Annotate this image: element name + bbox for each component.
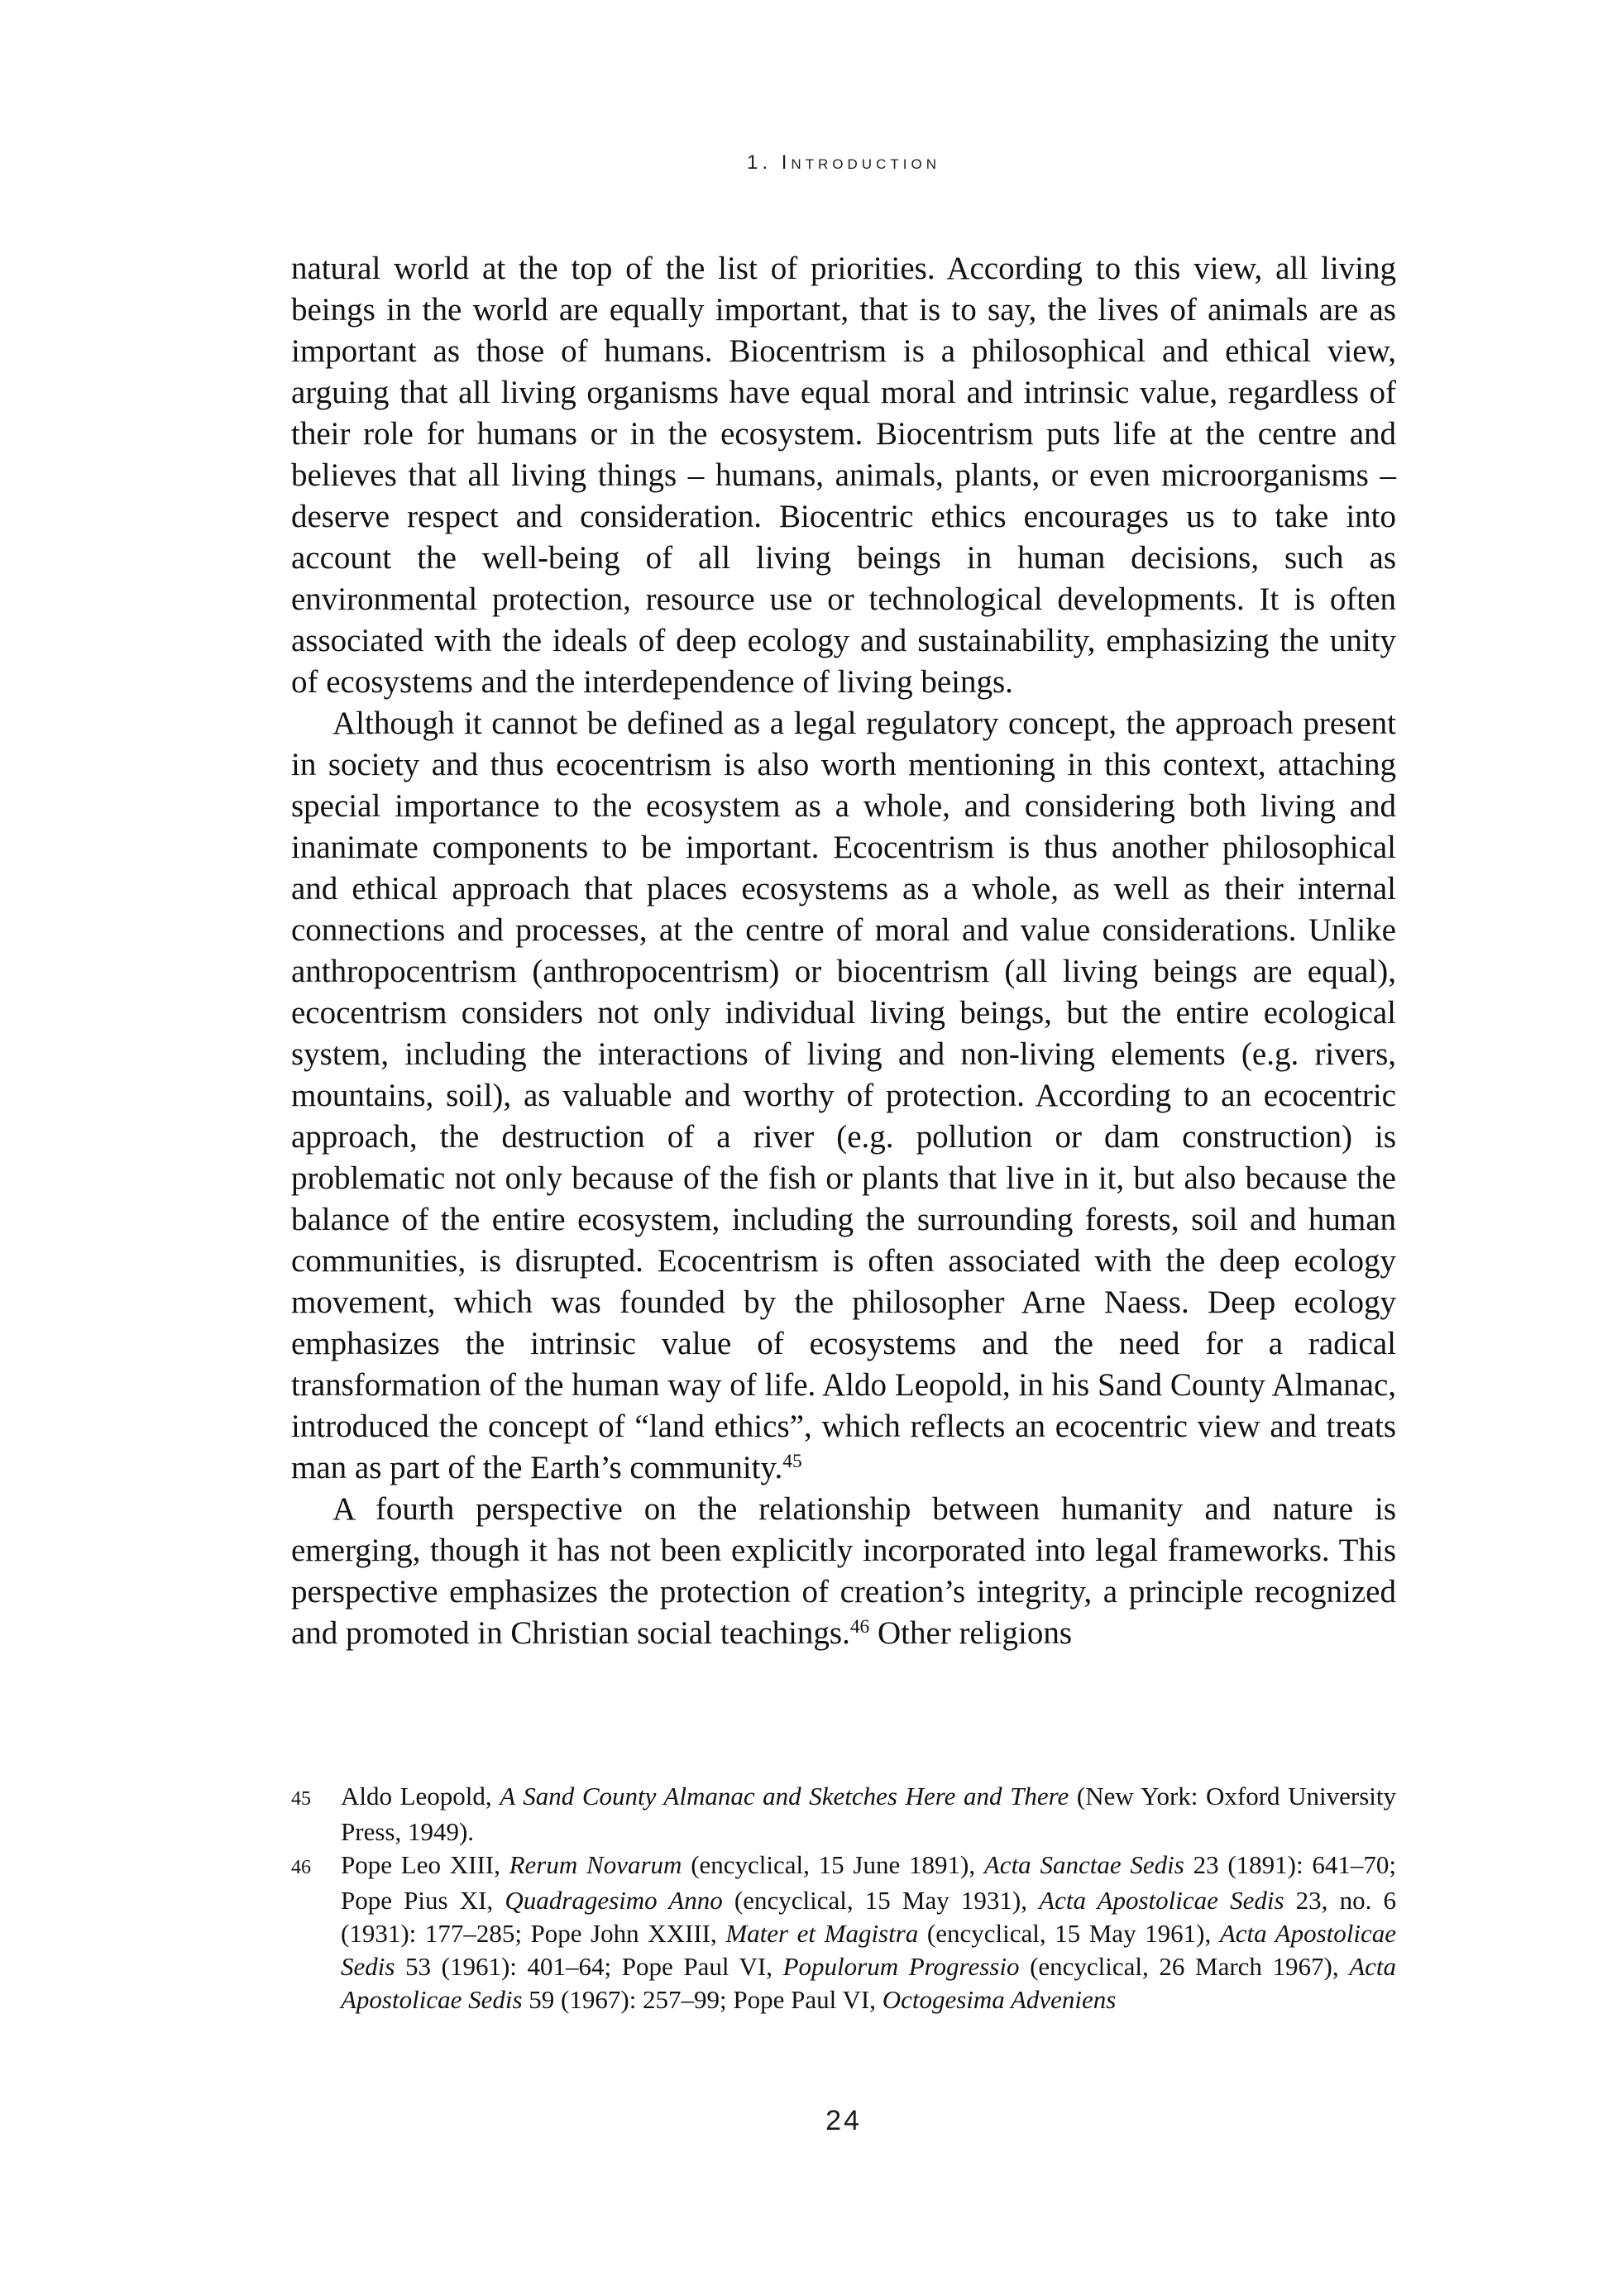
text-segment: Acta Sanctae Sedis xyxy=(983,1850,1184,1879)
paragraph xyxy=(291,703,1396,1489)
footnotes xyxy=(291,1780,1396,2016)
text-segment: Acta Apostolicae Sedis xyxy=(341,1952,1397,2014)
text-segment: Mater et Magistra xyxy=(725,1919,919,1948)
text-segment: A fourth perspective on the relationship between humanity and nature is emerging, though it has not been explicitly incorporated into legal frameworks. This perspective emphasizes the protection of creation’s integrity, a principle recognized and promoted in Christian social teachings. xyxy=(291,1491,1396,1651)
text-segment: natural world at the top of the list of priorities. According to this view, all living beings in the world are equally important, that is to say, the lives of animals are as important as those of humans. Biocentrism is a philosophical and ethical view, arguing that all living organisms have equal moral and intrinsic value, regardless of their role for humans or in the ecosystem. Biocentrism puts life at the centre and believes that all living things – humans, animals, plants, or even microorganisms – deserve respect and consideration. Biocentric ethics encourages us to take into account the well-being of all living beings in human decisions, such as environmental protection, resource use or technological developments. It is often associated with the ideals of deep ecology and sustainability, emphasizing the unity of ecosystems and the interdependence of living beings. xyxy=(291,251,1396,700)
footnote-number: 46 xyxy=(291,1857,311,1878)
text-segment: Pope Leo XIII, xyxy=(341,1850,509,1879)
footnote-ref: 46 xyxy=(849,1616,870,1638)
text-segment: Acta Apostolicae Sedis xyxy=(341,1919,1396,1981)
page-footer xyxy=(291,2105,1396,2136)
footnote-text xyxy=(341,1850,1396,2014)
text-segment: (encyclical, 26 March 1967), xyxy=(1019,1952,1350,1981)
footnote-text xyxy=(341,1782,1396,1846)
chapter-heading: 1. Introduction xyxy=(747,151,940,174)
text-segment: (encyclical, 15 May 1931), xyxy=(722,1886,1040,1915)
text-segment: 53 (1961): 401–64; Pope Paul VI, xyxy=(395,1952,783,1981)
text-segment: Quadragesimo Anno xyxy=(505,1886,723,1915)
text-segment: (encyclical, 15 May 1961), xyxy=(918,1919,1220,1948)
text-segment: Acta Apostolicae Sedis xyxy=(1039,1886,1284,1915)
text-segment: Octogesima Adveniens xyxy=(882,1985,1117,2014)
text-segment: Populorum Progressio xyxy=(782,1952,1020,1981)
text-segment: 59 (1967): 257–99; Pope Paul VI, xyxy=(522,1985,883,2014)
footnote xyxy=(291,1780,1396,1849)
text-segment: Aldo Leopold, xyxy=(341,1782,500,1810)
text-segment: Other religions xyxy=(869,1615,1073,1651)
text-segment: 23, no. 6 (1931): 177–285; Pope John XXIII, xyxy=(341,1886,1397,1948)
paragraph xyxy=(291,248,1396,703)
body-text xyxy=(291,248,1396,1654)
running-head xyxy=(291,151,1396,175)
text-segment: 23 (1891): 641–70; Pope Pius XI, xyxy=(341,1850,1396,1915)
text-segment: Although it cannot be defined as a legal regulatory concept, the approach present in society and thus ecocentrism is also worth mentioning in this context, attaching special importance to the ecosystem as a whole, and considering both living and inanimate components to be important. Ecocentrism is thus another philosophical and ethical approach that places ecosystems as a whole, as well as their internal connections and processes, at the centre of moral and value considerations. Unlike anthropocentrism (anthropocentrism) or biocentrism (all living beings are equal), ecocentrism considers not only individual living beings, but the entire ecological system, including the interactions of living and non-living elements (e.g. rivers, mountains, soil), as valuable and worthy of protection. According to an ecocentric approach, the destruction of a river (e.g. pollution or dam construction) is problematic not only because of the fish or plants that live in it, but also because the balance of the entire ecosystem, including the surrounding forests, soil and human communities, is disrupted. Ecocentrism is often associated with the deep ecology movement, which was founded by the philosopher Arne Naess. Deep ecology emphasizes the intrinsic value of ecosystems and the need for a radical transformation of the human way of life. Aldo Leopold, in his Sand County Almanac, introduced the concept of “land ethics”, which reflects an ecocentric view and treats man as part of the Earth’s community. xyxy=(291,706,1396,1485)
paragraph xyxy=(291,1489,1396,1654)
page-number: 24 xyxy=(825,2105,862,2136)
text-segment: (New York: Oxford University Press, 1949). xyxy=(341,1782,1396,1846)
text-segment: Rerum Novarum xyxy=(509,1850,682,1879)
footnote-number: 45 xyxy=(291,1788,311,1810)
footnote-ref: 45 xyxy=(782,1451,802,1473)
text-segment: A Sand County Almanac and Sketches Here and There xyxy=(500,1782,1069,1810)
footnote xyxy=(291,1849,1396,2016)
text-segment: (encyclical, 15 June 1891), xyxy=(682,1850,984,1879)
